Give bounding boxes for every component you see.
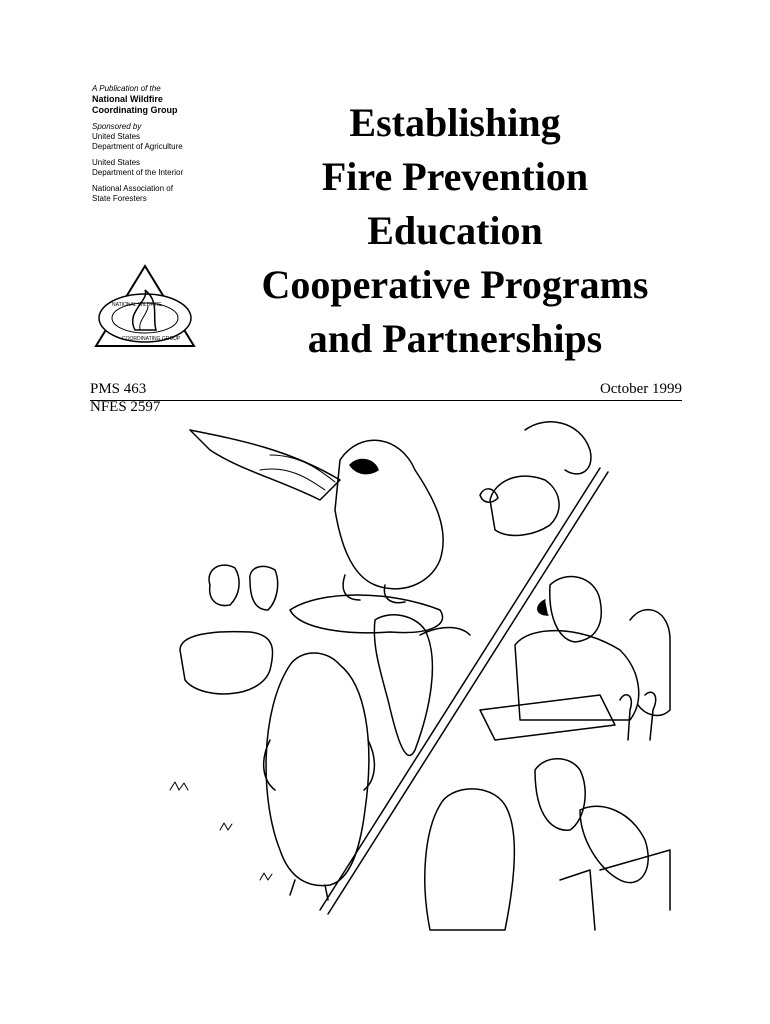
- org-name-line2: Coordinating Group: [92, 105, 178, 115]
- desk-papers: [480, 695, 615, 740]
- nwcg-logo: [90, 262, 200, 352]
- diagonal-divider: [320, 468, 600, 910]
- sponsor-usda-line2: Department of Agriculture: [92, 142, 183, 151]
- publisher-block: [92, 84, 242, 210]
- cover-illustration: [150, 410, 680, 940]
- title-line4: Cooperative Programs: [261, 262, 649, 307]
- logo-bottom-text: COORDINATING GROUP: [122, 336, 181, 342]
- raccoons-illustration: [180, 565, 278, 694]
- publication-intro: A Publication of the: [92, 84, 161, 93]
- pms-number: PMS 463: [90, 381, 147, 397]
- title-line1: Establishing: [349, 100, 561, 145]
- title-line5: and Partnerships: [307, 316, 603, 361]
- audience-animals-illustration: [425, 692, 670, 930]
- document-title: [225, 96, 685, 366]
- rock-illustration: [290, 595, 443, 633]
- fox-illustration: [374, 615, 470, 756]
- header-rule: [90, 400, 682, 401]
- sponsor-doi-line1: United States: [92, 158, 141, 167]
- publication-date: October 1999: [599, 381, 682, 397]
- eagle-desk-illustration: [480, 577, 670, 740]
- org-name-line1: National Wildfire: [92, 94, 163, 104]
- sponsor-usda-line1: United States: [92, 132, 141, 141]
- eagle-illustration: [190, 430, 443, 603]
- title-line2: Fire Prevention: [321, 154, 589, 199]
- nfes-number: NFES 2597: [90, 399, 161, 415]
- sponsor-nasf-line2: State Foresters: [92, 194, 147, 203]
- sponsored-by-label: Sponsored by: [92, 122, 142, 131]
- bear-standing-illustration: [264, 653, 375, 900]
- sponsor-nasf-line1: National Association of: [92, 184, 173, 193]
- squirrel-illustration: [480, 422, 591, 536]
- title-line3: Education: [367, 208, 543, 253]
- sponsor-doi-line2: Department of the Interior: [92, 168, 184, 177]
- logo-top-text: NATIONAL WILDFIRE: [112, 302, 162, 308]
